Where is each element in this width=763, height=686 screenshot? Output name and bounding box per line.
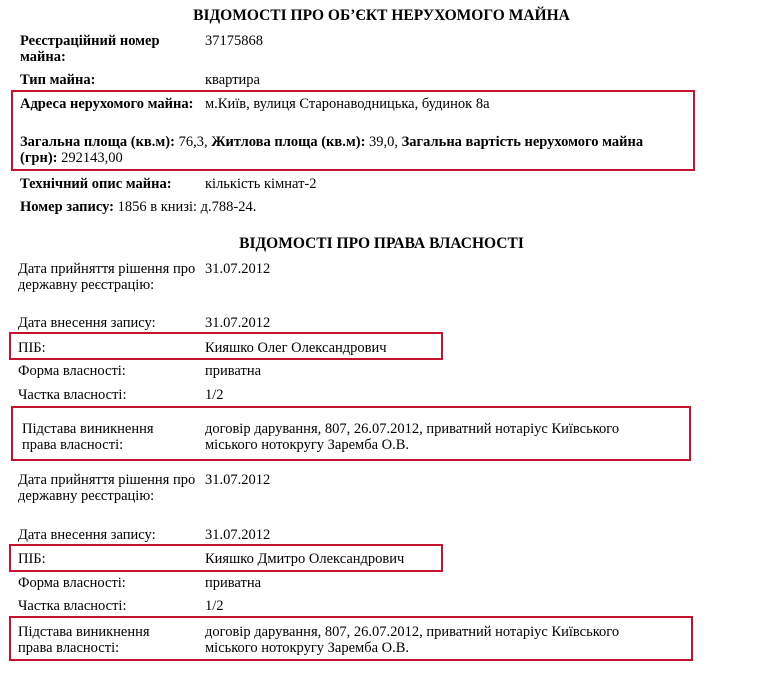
- tech-desc-label: Технічний опис майна:: [20, 176, 172, 192]
- owner1-name-highlight: [9, 332, 443, 360]
- rights-section-title: ВІДОМОСТІ ПРО ПРАВА ВЛАСНОСТІ: [239, 235, 524, 252]
- owner2-entry-date-value: 31.07.2012: [205, 527, 271, 543]
- record-value: 1856 в книзі: д.788-24.: [113, 199, 257, 215]
- type-value: квартира: [205, 72, 260, 88]
- owner1-decision-date-label: Дата прийняття рішення про державну реєстрацію:: [18, 261, 196, 293]
- total-area-label: Загальна площа (кв.м):: [20, 134, 175, 150]
- reg-number-label: Реєстраційний номер майна:: [20, 33, 160, 65]
- owner2-basis-highlight: [9, 616, 693, 661]
- living-area-label: Житлова площа (кв.м):: [211, 134, 366, 150]
- owner1-decision-date-value: 31.07.2012: [205, 261, 271, 277]
- owner2-share-value: 1/2: [205, 598, 224, 614]
- owner2-form-label: Форма власності:: [18, 575, 126, 591]
- owner1-basis-highlight: [11, 406, 691, 461]
- owner2-basis-label: Підстава виникнення права власності:: [18, 624, 150, 656]
- owner2-decision-date-value: 31.07.2012: [205, 472, 271, 488]
- owner2-entry-date-label: Дата внесення запису:: [18, 527, 156, 543]
- owner2-name-label: ПІБ:: [18, 551, 46, 567]
- owner1-basis-line2: міського нотокругу Заремба О.В.: [205, 437, 410, 453]
- owner1-share-value: 1/2: [205, 387, 224, 403]
- total-area-value: 76,3,: [174, 134, 212, 150]
- owner1-form-label: Форма власності:: [18, 363, 126, 379]
- address-area-highlight: [11, 90, 695, 171]
- record-number-line: [20, 199, 256, 215]
- owner1-entry-date-value: 31.07.2012: [205, 315, 271, 331]
- cost-label: Загальна вартість нерухомого майна (грн):: [20, 134, 644, 166]
- owner2-decision-date-label: Дата прийняття рішення про державну реєстрацію:: [18, 472, 196, 504]
- owner1-form-value: приватна: [205, 363, 262, 379]
- owner1-entry-date-label: Дата внесення запису:: [18, 315, 156, 331]
- owner1-basis-label: Підстава виникнення права власності:: [22, 421, 154, 453]
- owner2-basis-line2: міського нотокругу Заремба О.В.: [205, 640, 410, 656]
- living-area-value: 39,0,: [365, 134, 402, 150]
- owner2-basis-line1: договір дарування, 807, 26.07.2012, приватний нотаріус Київського: [205, 624, 620, 640]
- owner1-name-value: Кияшко Олег Олександрович: [205, 340, 387, 356]
- owner2-name-highlight: [9, 544, 443, 572]
- address-value: м.Київ, вулиця Старонаводницька, будинок 8а: [205, 96, 490, 112]
- owner2-form-value: приватна: [205, 575, 262, 591]
- owner2-name-value: Кияшко Дмитро Олександрович: [205, 551, 405, 567]
- object-section-title: ВІДОМОСТІ ПРО ОБ’ЄКТ НЕРУХОМОГО МАЙНА: [193, 7, 570, 24]
- tech-desc-value: кількість кімнат-2: [205, 176, 317, 192]
- reg-number-value: 37175868: [205, 33, 263, 49]
- owner1-share-label: Частка власності:: [18, 387, 127, 403]
- record-label: Номер запису:: [20, 199, 114, 215]
- owner1-basis-line1: договір дарування, 807, 26.07.2012, приватний нотаріус Київського: [205, 421, 620, 437]
- owner1-name-label: ПІБ:: [18, 340, 46, 356]
- owner2-share-label: Частка власності:: [18, 598, 127, 614]
- cost-value: 292143,00: [57, 150, 123, 166]
- address-label: Адреса нерухомого майна:: [20, 96, 194, 112]
- type-label: Тип майна:: [20, 72, 96, 88]
